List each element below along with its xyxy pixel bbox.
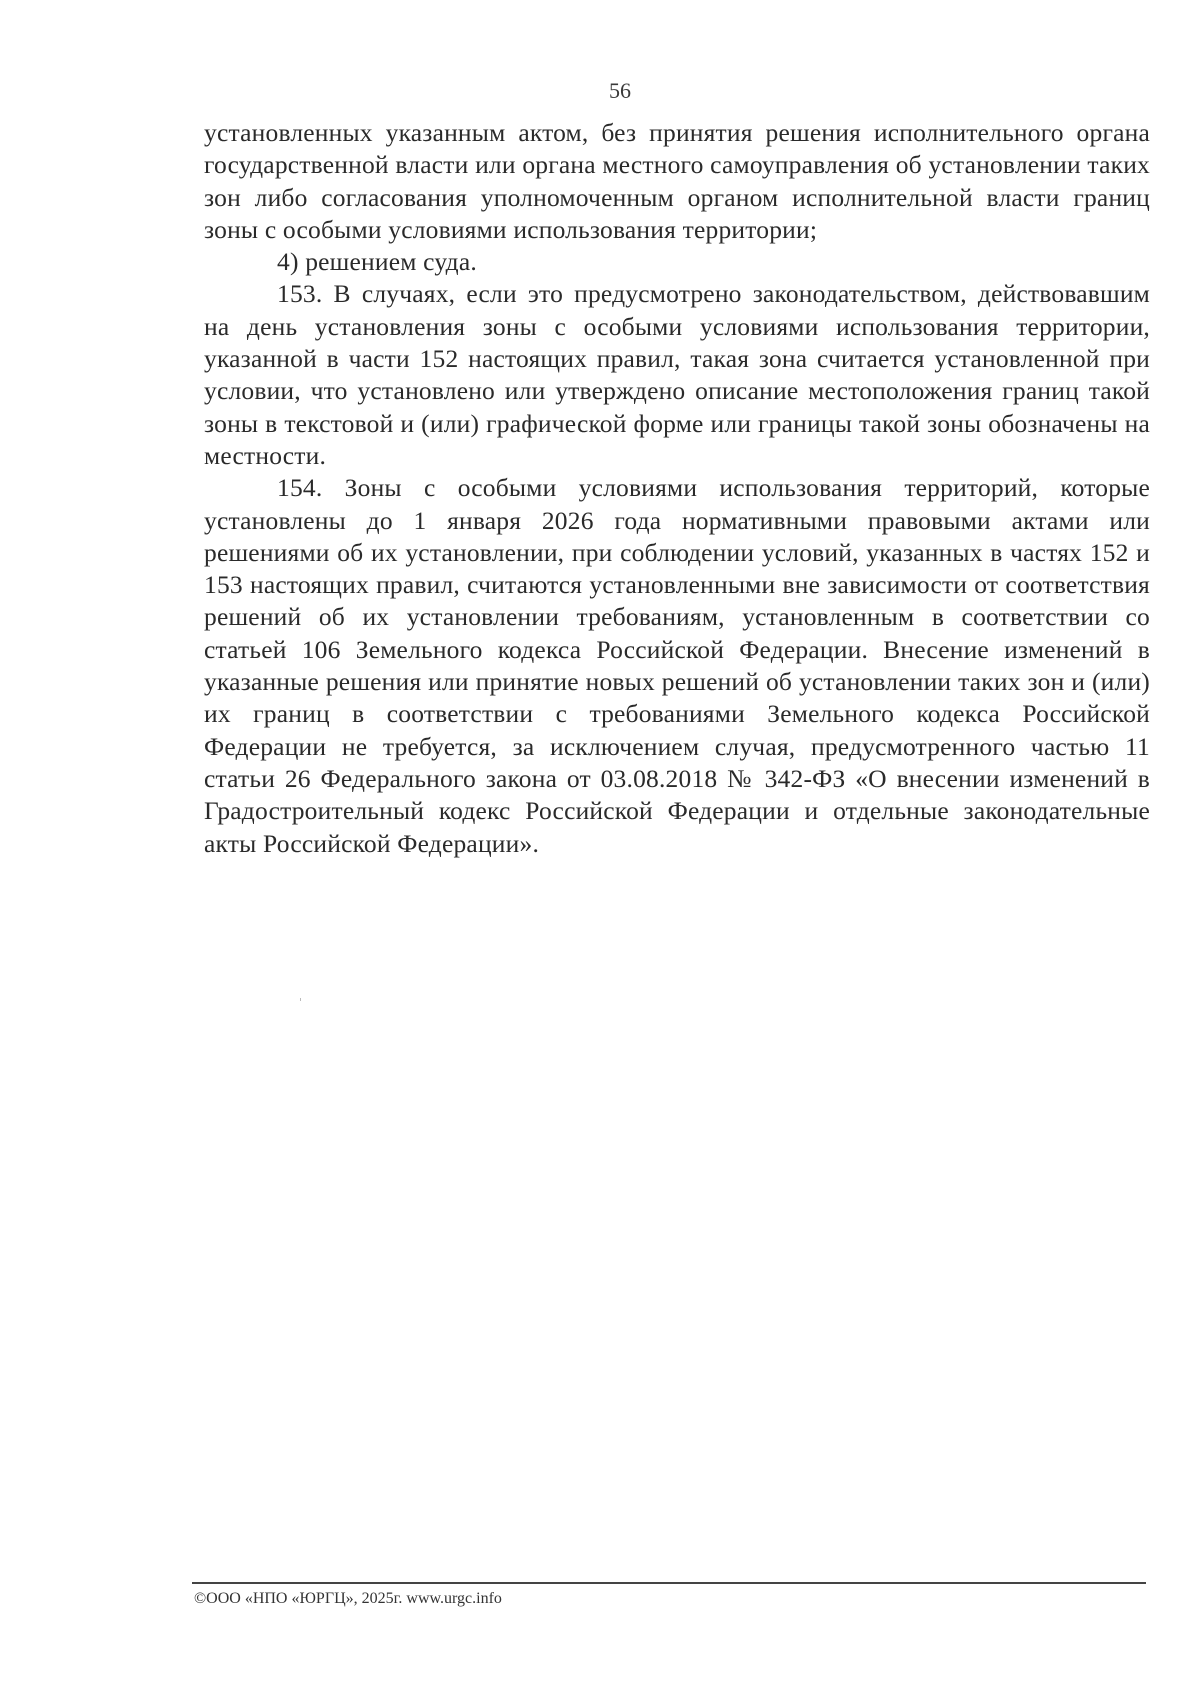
document-body — [204, 117, 1150, 860]
paragraph-continuation: установленных указанным актом, без принятия решения исполнительного органа государственной власти или органа местного самоуправления об установлении таких зон либо согласования уполномоченным органом исполнительной власти границ зоны с особыми условиями использования территории; — [204, 118, 1150, 244]
footer-divider — [192, 1582, 1146, 1584]
paragraph-154: 154. Зоны с особыми условиями использования территорий, которые установлены до 1 января 2026 года нормативными правовыми актами или решениями об их установлении, при соблюдении условий, указанных в частях 152 и 153 настоящих правил, считаются установленными вне зависимости от соответствия решений об их установлении требованиям, установленным в соответствии со статьей 106 Земельного кодекса Российской Федерации. Внесение изменений в указанные решения или принятие новых решений об установлении таких зон и (или) их границ в соответствии с требованиями Земельного кодекса Российской Федерации не требуется, за исключением случая, предусмотренного частью 11 статьи 26 Федерального закона от 03.08.2018 № 342-ФЗ «О внесении изменений в Градостроительный кодекс Российской Федерации и отдельные законодательные акты Российской Федерации». — [204, 473, 1150, 858]
page-number: 56 — [609, 78, 631, 103]
footer-copyright: ©ООО «НПО «ЮРГЦ», 2025г. www.urgc.info — [194, 1590, 502, 1607]
scan-speck — [300, 998, 301, 1001]
paragraph-153: 153. В случаях, если это предусмотрено законодательством, действовавшим на день установления зоны с особыми условиями использования территории, указанной в части 152 настоящих правил, такая зона считается установленной при условии, что установлено или утверждено описание местоположения границ такой зоны в текстовой и (или) графической форме или границы такой зоны обозначены на местности. — [204, 279, 1150, 470]
list-item-4: 4) решением суда. — [277, 247, 477, 277]
